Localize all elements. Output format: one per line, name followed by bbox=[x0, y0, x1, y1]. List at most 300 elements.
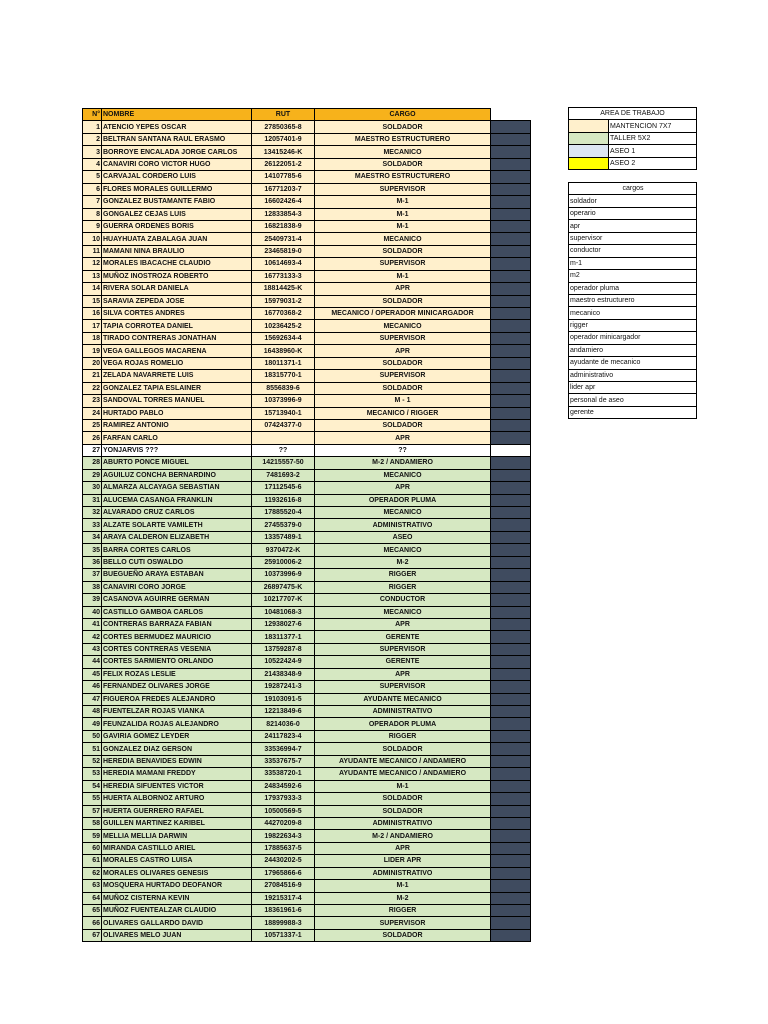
legend-swatch[interactable] bbox=[569, 132, 609, 144]
row-nombre[interactable]: BARRA CORTES CARLOS bbox=[102, 544, 252, 556]
row-area-cell[interactable] bbox=[491, 258, 531, 270]
row-nombre[interactable]: HURTADO PABLO bbox=[102, 407, 252, 419]
row-cargo[interactable]: APR bbox=[315, 668, 491, 680]
row-nombre[interactable]: ALUCEMA CASANGA FRANKLIN bbox=[102, 494, 252, 506]
legend-swatch[interactable] bbox=[569, 120, 609, 132]
row-rut[interactable]: 07424377-0 bbox=[252, 419, 315, 431]
row-rut[interactable]: 17885637-5 bbox=[252, 842, 315, 854]
row-area-cell[interactable] bbox=[491, 245, 531, 257]
area-legend-title[interactable]: AREA DE TRABAJO bbox=[569, 108, 697, 120]
row-rut[interactable]: 8556839-6 bbox=[252, 382, 315, 394]
row-nombre[interactable]: HEREDIA SIFUENTES VICTOR bbox=[102, 780, 252, 792]
row-number[interactable]: 55 bbox=[83, 793, 102, 805]
row-nombre[interactable]: ATENCIO YEPES OSCAR bbox=[102, 121, 252, 133]
cargo-item[interactable]: operario bbox=[569, 207, 697, 219]
row-cargo[interactable]: AYUDANTE MECANICO / ANDAMIERO bbox=[315, 755, 491, 767]
row-number[interactable]: 16 bbox=[83, 308, 102, 320]
row-number[interactable]: 27 bbox=[83, 444, 102, 456]
row-cargo[interactable]: MECANICO bbox=[315, 507, 491, 519]
row-number[interactable]: 41 bbox=[83, 618, 102, 630]
row-cargo[interactable]: LIDER APR bbox=[315, 855, 491, 867]
row-number[interactable]: 43 bbox=[83, 643, 102, 655]
row-area-cell[interactable] bbox=[491, 320, 531, 332]
row-area-cell[interactable] bbox=[491, 693, 531, 705]
cargo-item[interactable]: m-1 bbox=[569, 257, 697, 269]
row-cargo[interactable]: APR bbox=[315, 842, 491, 854]
row-cargo[interactable]: APR bbox=[315, 283, 491, 295]
row-rut[interactable]: 27850365-8 bbox=[252, 121, 315, 133]
row-number[interactable]: 38 bbox=[83, 581, 102, 593]
row-rut[interactable]: 13759287-8 bbox=[252, 643, 315, 655]
cargo-item[interactable]: maestro estructurero bbox=[569, 294, 697, 306]
row-cargo[interactable]: MECANICO bbox=[315, 146, 491, 158]
row-rut[interactable]: 18011371-1 bbox=[252, 357, 315, 369]
row-rut[interactable]: 27084516-9 bbox=[252, 880, 315, 892]
row-cargo[interactable]: OPERADOR PLUMA bbox=[315, 494, 491, 506]
row-area-cell[interactable] bbox=[491, 867, 531, 879]
row-number[interactable]: 33 bbox=[83, 519, 102, 531]
row-area-cell[interactable] bbox=[491, 618, 531, 630]
row-number[interactable]: 20 bbox=[83, 357, 102, 369]
row-area-cell[interactable] bbox=[491, 183, 531, 195]
row-area-cell[interactable] bbox=[491, 519, 531, 531]
row-nombre[interactable]: CONTRERAS BARRAZA FABIAN bbox=[102, 618, 252, 630]
row-cargo[interactable]: APR bbox=[315, 432, 491, 444]
header-num[interactable]: N° bbox=[83, 109, 102, 121]
row-rut[interactable]: 9370472-K bbox=[252, 544, 315, 556]
row-number[interactable]: 46 bbox=[83, 681, 102, 693]
row-number[interactable]: 58 bbox=[83, 817, 102, 829]
row-cargo[interactable]: SUPERVISOR bbox=[315, 258, 491, 270]
row-rut[interactable]: 17885520-4 bbox=[252, 507, 315, 519]
row-cargo[interactable]: M-1 bbox=[315, 270, 491, 282]
row-number[interactable]: 12 bbox=[83, 258, 102, 270]
row-number[interactable]: 48 bbox=[83, 706, 102, 718]
row-cargo[interactable]: SOLDADOR bbox=[315, 382, 491, 394]
row-area-cell[interactable] bbox=[491, 768, 531, 780]
row-cargo[interactable]: ?? bbox=[315, 444, 491, 456]
row-area-cell[interactable] bbox=[491, 793, 531, 805]
row-rut[interactable]: 33537675-7 bbox=[252, 755, 315, 767]
row-cargo[interactable]: APR bbox=[315, 482, 491, 494]
row-area-cell[interactable] bbox=[491, 507, 531, 519]
row-number[interactable]: 47 bbox=[83, 693, 102, 705]
header-nombre[interactable]: NOMBRE bbox=[102, 109, 252, 121]
row-rut[interactable]: 18814425-K bbox=[252, 283, 315, 295]
row-number[interactable]: 59 bbox=[83, 830, 102, 842]
row-area-cell[interactable] bbox=[491, 444, 531, 456]
row-number[interactable]: 57 bbox=[83, 805, 102, 817]
row-rut[interactable]: 17965866-6 bbox=[252, 867, 315, 879]
row-nombre[interactable]: FELIX ROZAS LESLIE bbox=[102, 668, 252, 680]
row-area-cell[interactable] bbox=[491, 880, 531, 892]
row-rut[interactable]: 19287241-3 bbox=[252, 681, 315, 693]
row-rut[interactable]: 12213849-6 bbox=[252, 706, 315, 718]
row-nombre[interactable]: MIRANDA CASTILLO ARIEL bbox=[102, 842, 252, 854]
row-cargo[interactable]: SOLDADOR bbox=[315, 743, 491, 755]
row-rut[interactable]: 18315770-1 bbox=[252, 370, 315, 382]
row-number[interactable]: 65 bbox=[83, 905, 102, 917]
row-area-cell[interactable] bbox=[491, 146, 531, 158]
row-nombre[interactable]: MORALES IBACACHE CLAUDIO bbox=[102, 258, 252, 270]
row-cargo[interactable]: SOLDADOR bbox=[315, 295, 491, 307]
row-number[interactable]: 36 bbox=[83, 556, 102, 568]
row-area-cell[interactable] bbox=[491, 743, 531, 755]
row-number[interactable]: 51 bbox=[83, 743, 102, 755]
row-area-cell[interactable] bbox=[491, 432, 531, 444]
row-rut[interactable]: 24430202-5 bbox=[252, 855, 315, 867]
row-nombre[interactable]: BORROYE ENCALADA JORGE CARLOS bbox=[102, 146, 252, 158]
row-nombre[interactable]: ZELADA NAVARRETE LUIS bbox=[102, 370, 252, 382]
row-cargo[interactable]: M-2 bbox=[315, 892, 491, 904]
row-number[interactable]: 66 bbox=[83, 917, 102, 929]
row-nombre[interactable]: HUERTA GUERRERO RAFAEL bbox=[102, 805, 252, 817]
row-rut[interactable]: 18899988-3 bbox=[252, 917, 315, 929]
row-nombre[interactable]: GONGALEZ CEJAS LUIS bbox=[102, 208, 252, 220]
row-area-cell[interactable] bbox=[491, 370, 531, 382]
row-cargo[interactable]: MECANICO / RIGGER bbox=[315, 407, 491, 419]
row-area-cell[interactable] bbox=[491, 171, 531, 183]
row-area-cell[interactable] bbox=[491, 594, 531, 606]
row-area-cell[interactable] bbox=[491, 531, 531, 543]
row-cargo[interactable]: RIGGER bbox=[315, 569, 491, 581]
row-area-cell[interactable] bbox=[491, 457, 531, 469]
row-cargo[interactable]: SUPERVISOR bbox=[315, 332, 491, 344]
row-rut[interactable]: 15692634-4 bbox=[252, 332, 315, 344]
row-number[interactable]: 63 bbox=[83, 880, 102, 892]
row-nombre[interactable]: OLIVARES GALLARDO DAVID bbox=[102, 917, 252, 929]
row-area-cell[interactable] bbox=[491, 780, 531, 792]
row-number[interactable]: 24 bbox=[83, 407, 102, 419]
row-number[interactable]: 61 bbox=[83, 855, 102, 867]
row-number[interactable]: 22 bbox=[83, 382, 102, 394]
cargo-item[interactable]: supervisor bbox=[569, 232, 697, 244]
cargo-item[interactable]: operador minicargador bbox=[569, 332, 697, 344]
row-area-cell[interactable] bbox=[491, 730, 531, 742]
row-cargo[interactable]: MAESTRO ESTRUCTURERO bbox=[315, 133, 491, 145]
row-number[interactable]: 17 bbox=[83, 320, 102, 332]
row-area-cell[interactable] bbox=[491, 121, 531, 133]
row-nombre[interactable]: MUÑOZ CISTERNA KEVIN bbox=[102, 892, 252, 904]
row-rut[interactable]: 15713940-1 bbox=[252, 407, 315, 419]
row-rut[interactable]: 10571337-1 bbox=[252, 929, 315, 941]
row-cargo[interactable]: SOLDADOR bbox=[315, 419, 491, 431]
row-nombre[interactable]: FARFAN CARLO bbox=[102, 432, 252, 444]
row-cargo[interactable]: M-1 bbox=[315, 780, 491, 792]
row-rut[interactable]: 12833854-3 bbox=[252, 208, 315, 220]
row-area-cell[interactable] bbox=[491, 357, 531, 369]
row-area-cell[interactable] bbox=[491, 419, 531, 431]
header-cargo[interactable]: CARGO bbox=[315, 109, 491, 121]
row-area-cell[interactable] bbox=[491, 842, 531, 854]
row-area-cell[interactable] bbox=[491, 158, 531, 170]
row-cargo[interactable]: ADMINISTRATIVO bbox=[315, 817, 491, 829]
row-cargo[interactable]: GERENTE bbox=[315, 631, 491, 643]
row-cargo[interactable]: ADMINISTRATIVO bbox=[315, 867, 491, 879]
row-area-cell[interactable] bbox=[491, 718, 531, 730]
row-rut[interactable]: 19822634-3 bbox=[252, 830, 315, 842]
row-rut[interactable]: 19215317-4 bbox=[252, 892, 315, 904]
legend-label[interactable]: ASEO 2 bbox=[609, 157, 697, 169]
row-rut[interactable]: 25409731-4 bbox=[252, 233, 315, 245]
row-nombre[interactable]: SARAVIA ZEPEDA JOSE bbox=[102, 295, 252, 307]
cargo-item[interactable]: operador pluma bbox=[569, 282, 697, 294]
row-nombre[interactable]: FUENTELZAR ROJAS VIANKA bbox=[102, 706, 252, 718]
row-area-cell[interactable] bbox=[491, 208, 531, 220]
row-cargo[interactable]: M-1 bbox=[315, 220, 491, 232]
row-area-cell[interactable] bbox=[491, 308, 531, 320]
row-nombre[interactable]: BELLO CUTI OSWALDO bbox=[102, 556, 252, 568]
legend-label[interactable]: ASEO 1 bbox=[609, 145, 697, 157]
row-area-cell[interactable] bbox=[491, 469, 531, 481]
row-number[interactable]: 13 bbox=[83, 270, 102, 282]
row-nombre[interactable]: SANDOVAL TORRES MANUEL bbox=[102, 395, 252, 407]
row-area-cell[interactable] bbox=[491, 755, 531, 767]
row-nombre[interactable]: OLIVARES MELO JUAN bbox=[102, 929, 252, 941]
row-nombre[interactable]: GONZALEZ BUSTAMANTE FABIO bbox=[102, 196, 252, 208]
row-rut[interactable]: 33536994-7 bbox=[252, 743, 315, 755]
row-number[interactable]: 30 bbox=[83, 482, 102, 494]
row-rut[interactable]: 44270209-8 bbox=[252, 817, 315, 829]
row-nombre[interactable]: CARVAJAL CORDERO LUIS bbox=[102, 171, 252, 183]
row-number[interactable]: 49 bbox=[83, 718, 102, 730]
row-nombre[interactable]: CORTES SARMIENTO ORLANDO bbox=[102, 656, 252, 668]
row-number[interactable]: 6 bbox=[83, 183, 102, 195]
row-cargo[interactable]: SUPERVISOR bbox=[315, 917, 491, 929]
row-cargo[interactable]: ASEO bbox=[315, 531, 491, 543]
legend-swatch[interactable] bbox=[569, 157, 609, 169]
row-cargo[interactable]: RIGGER bbox=[315, 730, 491, 742]
row-rut[interactable]: 17937933-3 bbox=[252, 793, 315, 805]
row-nombre[interactable]: ALMARZA ALCAYAGA SEBASTIAN bbox=[102, 482, 252, 494]
row-rut[interactable]: 10522424-9 bbox=[252, 656, 315, 668]
row-number[interactable]: 21 bbox=[83, 370, 102, 382]
row-nombre[interactable]: RIVERA SOLAR DANIELA bbox=[102, 283, 252, 295]
row-number[interactable]: 1 bbox=[83, 121, 102, 133]
row-cargo[interactable]: M-2 bbox=[315, 556, 491, 568]
legend-swatch[interactable] bbox=[569, 145, 609, 157]
row-area-cell[interactable] bbox=[491, 805, 531, 817]
row-area-cell[interactable] bbox=[491, 706, 531, 718]
row-number[interactable]: 7 bbox=[83, 196, 102, 208]
row-rut[interactable]: 24834592-6 bbox=[252, 780, 315, 792]
row-number[interactable]: 26 bbox=[83, 432, 102, 444]
row-number[interactable]: 19 bbox=[83, 345, 102, 357]
row-area-cell[interactable] bbox=[491, 606, 531, 618]
row-number[interactable]: 9 bbox=[83, 220, 102, 232]
row-number[interactable]: 10 bbox=[83, 233, 102, 245]
row-number[interactable]: 37 bbox=[83, 569, 102, 581]
row-rut[interactable]: 24117823-4 bbox=[252, 730, 315, 742]
legend-label[interactable]: MANTENCION 7X7 bbox=[609, 120, 697, 132]
row-number[interactable]: 64 bbox=[83, 892, 102, 904]
row-cargo[interactable]: MAESTRO ESTRUCTURERO bbox=[315, 171, 491, 183]
row-rut[interactable]: 12057401-9 bbox=[252, 133, 315, 145]
row-area-cell[interactable] bbox=[491, 556, 531, 568]
row-area-cell[interactable] bbox=[491, 133, 531, 145]
row-cargo[interactable]: M-1 bbox=[315, 880, 491, 892]
row-cargo[interactable]: ADMINISTRATIVO bbox=[315, 706, 491, 718]
row-number[interactable]: 40 bbox=[83, 606, 102, 618]
row-area-cell[interactable] bbox=[491, 643, 531, 655]
row-cargo[interactable]: SOLDADOR bbox=[315, 357, 491, 369]
row-nombre[interactable]: CASANOVA AGUIRRE GERMAN bbox=[102, 594, 252, 606]
cargo-item[interactable]: soldador bbox=[569, 195, 697, 207]
row-cargo[interactable]: SOLDADOR bbox=[315, 805, 491, 817]
row-number[interactable]: 8 bbox=[83, 208, 102, 220]
row-nombre[interactable]: TIRADO CONTRERAS JONATHAN bbox=[102, 332, 252, 344]
row-area-cell[interactable] bbox=[491, 544, 531, 556]
row-rut[interactable]: 7481693-2 bbox=[252, 469, 315, 481]
row-nombre[interactable]: ARAYA CALDERON ELIZABETH bbox=[102, 531, 252, 543]
header-rut[interactable]: RUT bbox=[252, 109, 315, 121]
row-nombre[interactable]: GUILLEN MARTINEZ KARIBEL bbox=[102, 817, 252, 829]
row-area-cell[interactable] bbox=[491, 892, 531, 904]
row-area-cell[interactable] bbox=[491, 830, 531, 842]
row-nombre[interactable]: TAPIA CORROTEA DANIEL bbox=[102, 320, 252, 332]
row-nombre[interactable]: HUERTA ALBORNOZ ARTURO bbox=[102, 793, 252, 805]
row-rut[interactable]: 10373996-9 bbox=[252, 395, 315, 407]
row-rut[interactable]: 10481068-3 bbox=[252, 606, 315, 618]
row-cargo[interactable]: APR bbox=[315, 618, 491, 630]
row-area-cell[interactable] bbox=[491, 905, 531, 917]
row-area-cell[interactable] bbox=[491, 482, 531, 494]
row-cargo[interactable]: SOLDADOR bbox=[315, 158, 491, 170]
row-nombre[interactable]: GUERRA ORDENES BORIS bbox=[102, 220, 252, 232]
row-area-cell[interactable] bbox=[491, 196, 531, 208]
cargo-item[interactable]: apr bbox=[569, 220, 697, 232]
row-rut[interactable]: 10236425-2 bbox=[252, 320, 315, 332]
row-rut[interactable]: 23465819-0 bbox=[252, 245, 315, 257]
row-cargo[interactable]: RIGGER bbox=[315, 581, 491, 593]
row-area-cell[interactable] bbox=[491, 855, 531, 867]
row-number[interactable]: 32 bbox=[83, 507, 102, 519]
row-rut[interactable]: 18361961-6 bbox=[252, 905, 315, 917]
row-number[interactable]: 42 bbox=[83, 631, 102, 643]
row-rut[interactable]: 15979031-2 bbox=[252, 295, 315, 307]
row-area-cell[interactable] bbox=[491, 917, 531, 929]
row-cargo[interactable]: MECANICO bbox=[315, 606, 491, 618]
row-cargo[interactable]: SOLDADOR bbox=[315, 121, 491, 133]
row-area-cell[interactable] bbox=[491, 817, 531, 829]
row-rut[interactable]: 19103091-5 bbox=[252, 693, 315, 705]
row-number[interactable]: 3 bbox=[83, 146, 102, 158]
row-number[interactable]: 15 bbox=[83, 295, 102, 307]
row-nombre[interactable]: SILVA CORTES ANDRES bbox=[102, 308, 252, 320]
cargo-item[interactable]: personal de aseo bbox=[569, 394, 697, 406]
row-rut[interactable]: 14107785-6 bbox=[252, 171, 315, 183]
row-cargo[interactable]: CONDUCTOR bbox=[315, 594, 491, 606]
row-nombre[interactable]: GAVIRIA GOMEZ LEYDER bbox=[102, 730, 252, 742]
row-number[interactable]: 39 bbox=[83, 594, 102, 606]
row-nombre[interactable]: MELLIA MELLIA DARWIN bbox=[102, 830, 252, 842]
row-area-cell[interactable] bbox=[491, 270, 531, 282]
row-nombre[interactable]: ALVARADO CRUZ CARLOS bbox=[102, 507, 252, 519]
row-number[interactable]: 4 bbox=[83, 158, 102, 170]
row-area-cell[interactable] bbox=[491, 407, 531, 419]
row-number[interactable]: 28 bbox=[83, 457, 102, 469]
row-nombre[interactable]: HUAYHUATA ZABALAGA JUAN bbox=[102, 233, 252, 245]
cargo-item[interactable]: rigger bbox=[569, 319, 697, 331]
row-rut[interactable]: 21438348-9 bbox=[252, 668, 315, 680]
row-nombre[interactable]: ABURTO PONCE MIGUEL bbox=[102, 457, 252, 469]
row-rut[interactable]: 27455379-0 bbox=[252, 519, 315, 531]
row-number[interactable]: 31 bbox=[83, 494, 102, 506]
row-number[interactable]: 60 bbox=[83, 842, 102, 854]
row-area-cell[interactable] bbox=[491, 581, 531, 593]
row-area-cell[interactable] bbox=[491, 295, 531, 307]
row-area-cell[interactable] bbox=[491, 382, 531, 394]
row-cargo[interactable]: OPERADOR PLUMA bbox=[315, 718, 491, 730]
row-nombre[interactable]: HEREDIA BENAVIDES EDWIN bbox=[102, 755, 252, 767]
row-nombre[interactable]: MOSQUERA HURTADO DEOFANOR bbox=[102, 880, 252, 892]
row-number[interactable]: 54 bbox=[83, 780, 102, 792]
row-cargo[interactable]: SUPERVISOR bbox=[315, 370, 491, 382]
row-nombre[interactable]: CORTES BERMUDEZ MAURICIO bbox=[102, 631, 252, 643]
row-number[interactable]: 34 bbox=[83, 531, 102, 543]
row-nombre[interactable]: BELTRAN SANTANA RAUL ERASMO bbox=[102, 133, 252, 145]
row-number[interactable]: 52 bbox=[83, 755, 102, 767]
row-rut[interactable]: 10373996-9 bbox=[252, 569, 315, 581]
row-number[interactable]: 2 bbox=[83, 133, 102, 145]
row-nombre[interactable]: VEGA ROJAS ROMELIO bbox=[102, 357, 252, 369]
row-cargo[interactable]: M-2 / ANDAMIERO bbox=[315, 830, 491, 842]
row-nombre[interactable]: YONJARVIS ??? bbox=[102, 444, 252, 456]
row-number[interactable]: 14 bbox=[83, 283, 102, 295]
row-rut[interactable]: 13415246-K bbox=[252, 146, 315, 158]
cargo-item[interactable]: gerente bbox=[569, 406, 697, 418]
row-cargo[interactable]: MECANICO bbox=[315, 544, 491, 556]
row-cargo[interactable]: SUPERVISOR bbox=[315, 183, 491, 195]
row-nombre[interactable]: GONZALEZ TAPIA ESLAINER bbox=[102, 382, 252, 394]
row-cargo[interactable]: MECANICO bbox=[315, 469, 491, 481]
row-rut[interactable]: 10217707-K bbox=[252, 594, 315, 606]
row-number[interactable]: 44 bbox=[83, 656, 102, 668]
row-nombre[interactable]: RAMIREZ ANTONIO bbox=[102, 419, 252, 431]
row-rut[interactable]: 16770368-2 bbox=[252, 308, 315, 320]
row-cargo[interactable]: M-2 / ANDAMIERO bbox=[315, 457, 491, 469]
row-cargo[interactable]: AYUDANTE MECANICO / ANDAMIERO bbox=[315, 768, 491, 780]
cargo-item[interactable]: andamiero bbox=[569, 344, 697, 356]
cargo-item[interactable]: m2 bbox=[569, 270, 697, 282]
row-cargo[interactable]: SUPERVISOR bbox=[315, 681, 491, 693]
row-area-cell[interactable] bbox=[491, 631, 531, 643]
row-nombre[interactable]: MUÑOZ INOSTROZA ROBERTO bbox=[102, 270, 252, 282]
row-area-cell[interactable] bbox=[491, 494, 531, 506]
row-nombre[interactable]: FLORES MORALES GUILLERMO bbox=[102, 183, 252, 195]
row-cargo[interactable]: M - 1 bbox=[315, 395, 491, 407]
row-cargo[interactable]: SOLDADOR bbox=[315, 245, 491, 257]
row-area-cell[interactable] bbox=[491, 681, 531, 693]
row-number[interactable]: 50 bbox=[83, 730, 102, 742]
row-rut[interactable]: 16821838-9 bbox=[252, 220, 315, 232]
row-cargo[interactable]: APR bbox=[315, 345, 491, 357]
row-area-cell[interactable] bbox=[491, 569, 531, 581]
row-rut[interactable]: 16602426-4 bbox=[252, 196, 315, 208]
row-nombre[interactable]: GONZALEZ DIAZ GERSON bbox=[102, 743, 252, 755]
row-nombre[interactable]: AGUILUZ CONCHA BERNARDINO bbox=[102, 469, 252, 481]
cargo-item[interactable]: conductor bbox=[569, 245, 697, 257]
row-nombre[interactable]: CASTILLO GAMBOA CARLOS bbox=[102, 606, 252, 618]
cargo-item[interactable]: lider apr bbox=[569, 382, 697, 394]
row-rut[interactable]: 10500569-5 bbox=[252, 805, 315, 817]
legend-label[interactable]: TALLER 5X2 bbox=[609, 132, 697, 144]
row-area-cell[interactable] bbox=[491, 233, 531, 245]
row-number[interactable]: 23 bbox=[83, 395, 102, 407]
row-nombre[interactable]: CANAVIRI CORO VICTOR HUGO bbox=[102, 158, 252, 170]
cargo-item[interactable]: mecanico bbox=[569, 307, 697, 319]
row-nombre[interactable]: FERNANDEZ OLIVARES JORGE bbox=[102, 681, 252, 693]
